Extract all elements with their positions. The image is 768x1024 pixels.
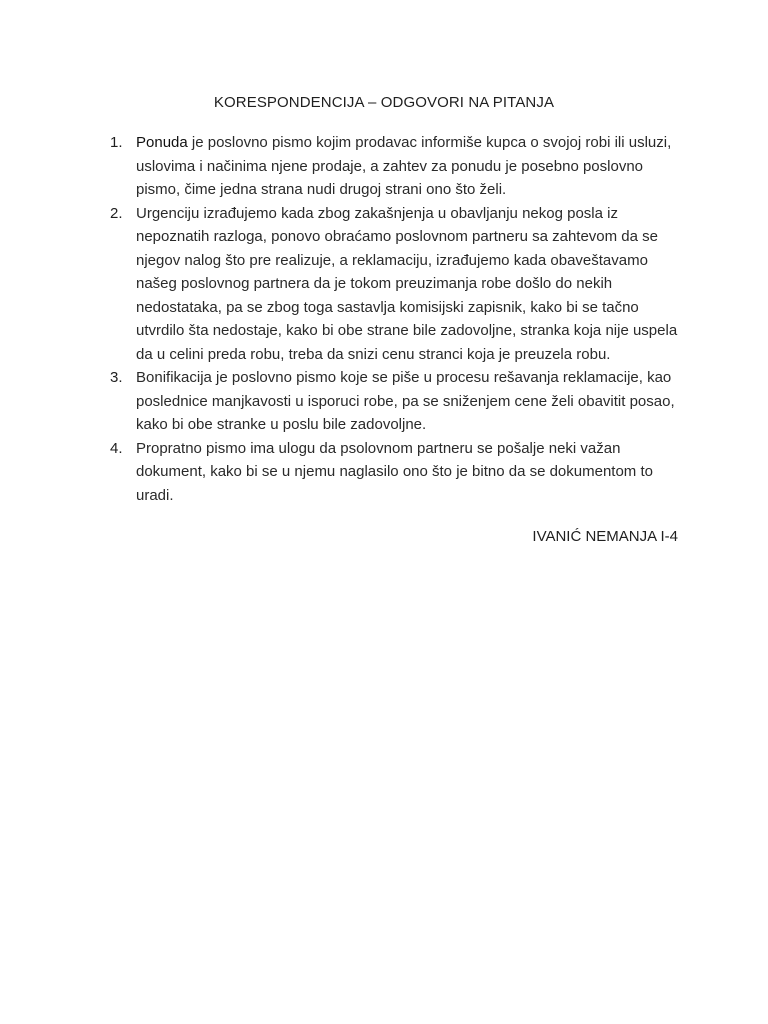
answer-number: 3. bbox=[110, 369, 123, 386]
answers-list bbox=[110, 131, 682, 507]
author-signature: IVANIĆ NEMANJA I-4 bbox=[532, 528, 678, 545]
answer-number: 1. bbox=[110, 134, 123, 151]
answer-item bbox=[110, 131, 682, 202]
answer-lead-term: Ponuda bbox=[136, 134, 188, 151]
answer-text: Propratno pismo ima ulogu da psolovnom partneru se pošalje neki važan dokument, kako bi se u njemu naglasilo ono što je bitno da se dokumentom to uradi. bbox=[136, 439, 653, 504]
answer-text: je poslovno pismo kojim prodavac informiše kupca o svojoj robi ili usluzi, uslovima i načinima njene prodaje, a zahtev za ponudu je posebno poslovno pismo, čime jedna strana nudi drugoj strani ono što želi. bbox=[136, 134, 672, 198]
document-title: KORESPONDENCIJA – ODGOVORI NA PITANJA bbox=[213, 94, 555, 111]
answer-text: Urgenciju izrađujemo kada zbog zakašnjenja u obavljanju nekog posla iz nepoznatih razloga, ponovo obraćamo poslovnom partneru sa zahtevom da se njegov nalog što pre realizuje, a reklamaciju, izrađujemo kada obaveštavamo našeg poslovnog partnera da je tokom preuzimanja robe došlo do nekih nedostataka, pa se zbog toga sastavlja komisijski zapisnik, kako bi se tačno utvrdilo šta nedostaje, kako bi obe strane bile zadovoljne, stranka koja nije uspela da u celini preda robu, treba da snizi cenu stranci koja je preuzela robu. bbox=[136, 204, 678, 363]
answer-item bbox=[110, 366, 682, 437]
answer-item bbox=[110, 202, 682, 367]
answer-text: Bonifikacija je poslovno pismo koje se piše u procesu rešavanja reklamacije, kao poslednice manjkavosti u isporuci robe, pa se sniženjem cene želi obavitit posao, kako bi obe stranke u poslu bile zadovoljne. bbox=[136, 369, 675, 433]
answer-number: 2. bbox=[110, 204, 123, 222]
answer-number: 4. bbox=[110, 439, 123, 457]
answer-item bbox=[110, 437, 682, 508]
